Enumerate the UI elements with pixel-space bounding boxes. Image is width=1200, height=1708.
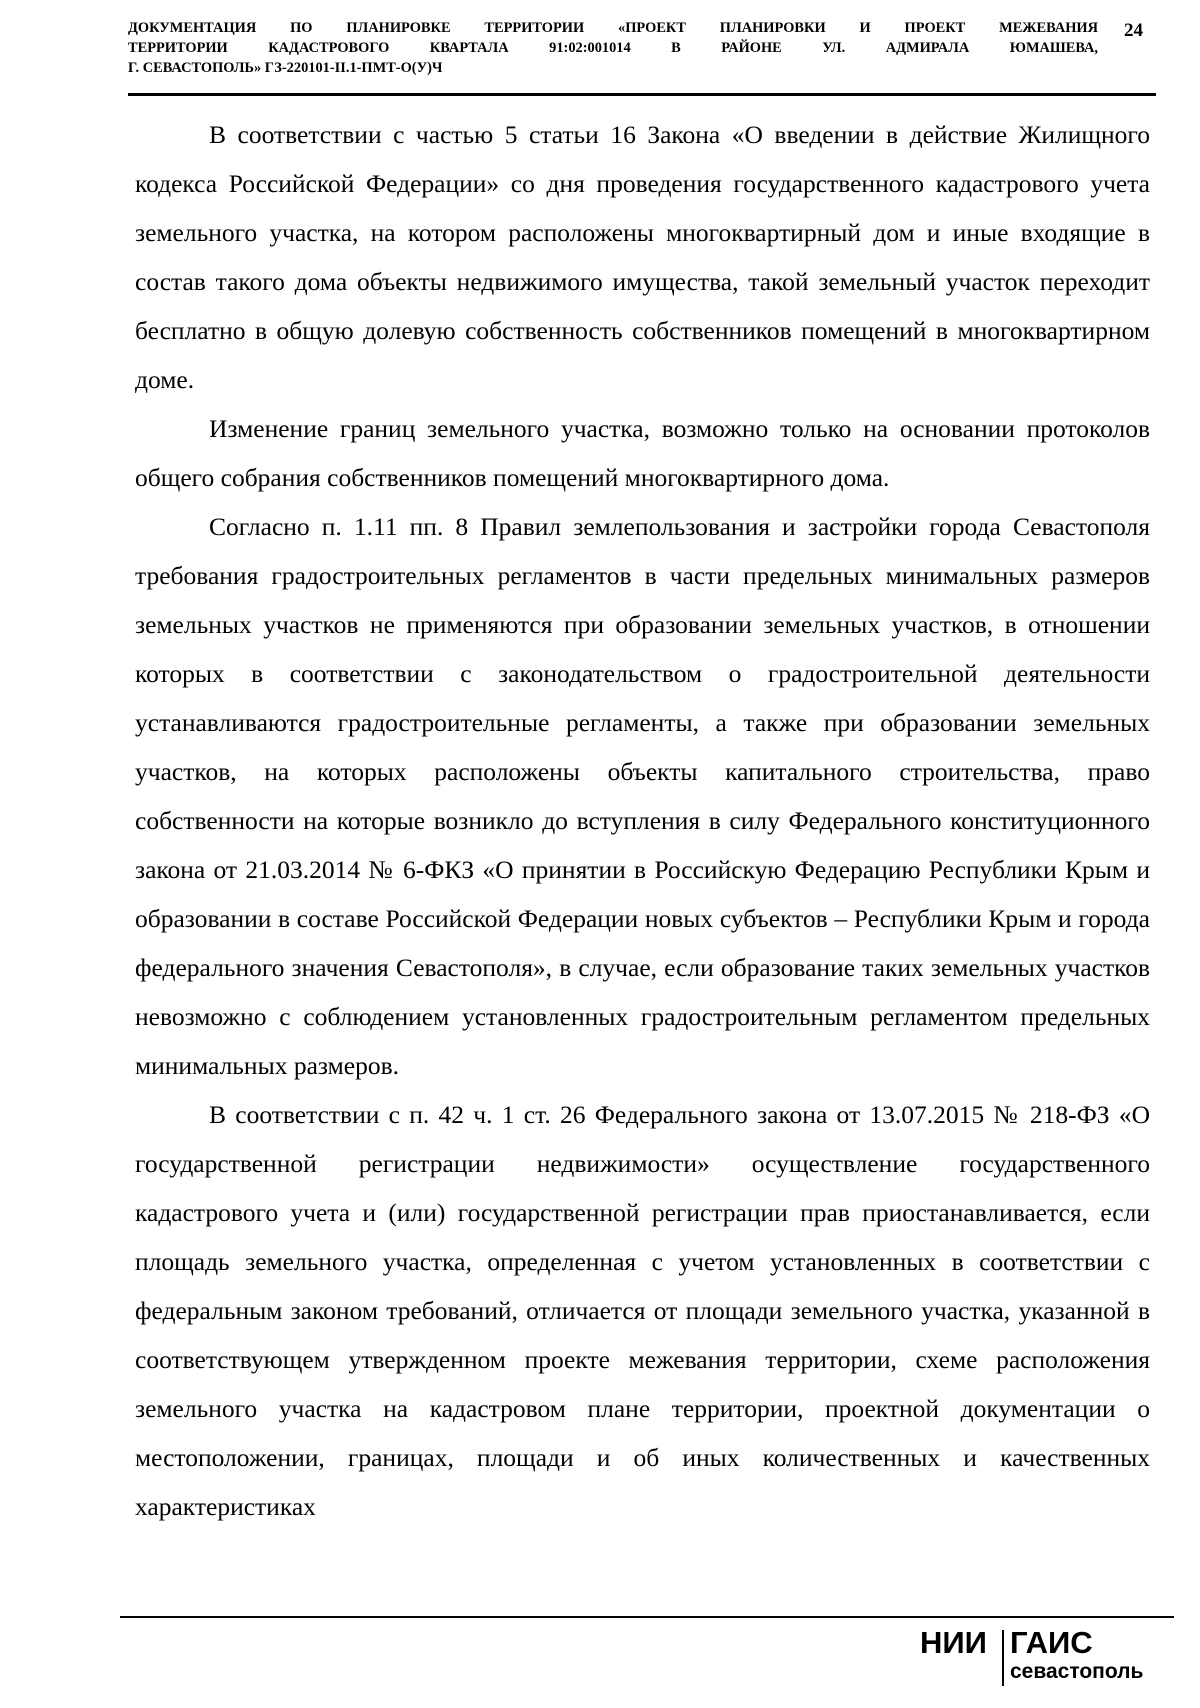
paragraph-2: Изменение границ земельного участка, возможно только на основании протоколов общего собрания собственников помещений многоквартирного дома. xyxy=(135,414,1150,492)
document-body xyxy=(135,110,1150,1531)
nii-gais-logo xyxy=(920,1626,1170,1688)
logo-separator xyxy=(1002,1630,1004,1686)
paragraph-4: В соответствии с п. 42 ч. 1 ст. 26 Федерального закона от 13.07.2015 № 218-ФЗ «О государственной регистрации недвижимости» осуществление государственного кадастрового учета и (или) государственной регистрации прав приостанавливается, если площадь земельного участка, определенная с учетом установленных в соответствии с федеральным законом требований, отличается от площади земельного участка, указанной в соответствующем утвержденном проекте межевания территории, схеме расположения земельного участка на кадастровом плане территории, проектной документации о местоположении, границах, площади и об иных количественных и качественных характеристиках xyxy=(135,1100,1150,1521)
paragraph-1: В соответствии с частью 5 статьи 16 Закона «О введении в действие Жилищного кодекса Российской Федерации» со дня проведения государственного кадастрового учета земельного участка, на котором расположены многоквартирный дом и иные входящие в состав такого дома объекты недвижимого имущества, такой земельный участок переходит бесплатно в общую долевую собственность собственников помещений в многоквартирном доме. xyxy=(135,120,1150,394)
header-line-1: ДОКУМЕНТАЦИЯ ПО ПЛАНИРОВКЕ ТЕРРИТОРИИ «ПРОЕКТ ПЛАНИРОВКИ И ПРОЕКТ МЕЖЕВАНИЯ xyxy=(128,20,1098,36)
header-line-3: Г. СЕВАСТОПОЛЬ» ГЗ-220101-II.1-ПМТ-О(У)Ч xyxy=(128,60,443,76)
document-header xyxy=(128,18,1098,78)
header-divider xyxy=(128,93,1156,96)
logo-text-gais: ГАИС xyxy=(1010,1625,1093,1660)
header-line-2: ТЕРРИТОРИИ КАДАСТРОВОГО КВАРТАЛА 91:02:001014 В РАЙОНЕ УЛ. АДМИРАЛА ЮМАШЕВА, xyxy=(128,40,1098,56)
paragraph-3: Согласно п. 1.11 пп. 8 Правил землепользования и застройки города Севастополя требования градостроительных регламентов в части предельных минимальных размеров земельных участков не применяются при образовании земельных участков, в отношении которых в соответствии с законодательством о градостроительной деятельности устанавливаются градостроительные регламенты, а также при образовании земельных участков, на которых расположены объекты капитального строительства, право собственности на которые возникло до вступления в силу Федерального конституционного закона от 21.03.2014 № 6-ФКЗ «О принятии в Российскую Федерацию Республики Крым и образовании в составе Российской Федерации новых субъектов – Республики Крым и города федерального значения Севастополя», в случае, если образование таких земельных участков невозможно с соблюдением установленных градостроительным регламентом предельных минимальных размеров. xyxy=(135,512,1150,1080)
footer-divider xyxy=(120,1616,1174,1618)
logo-text-city: севастополь xyxy=(1010,1660,1144,1683)
logo-text-nii: НИИ xyxy=(920,1625,987,1660)
page-number: 24 xyxy=(1124,20,1143,41)
